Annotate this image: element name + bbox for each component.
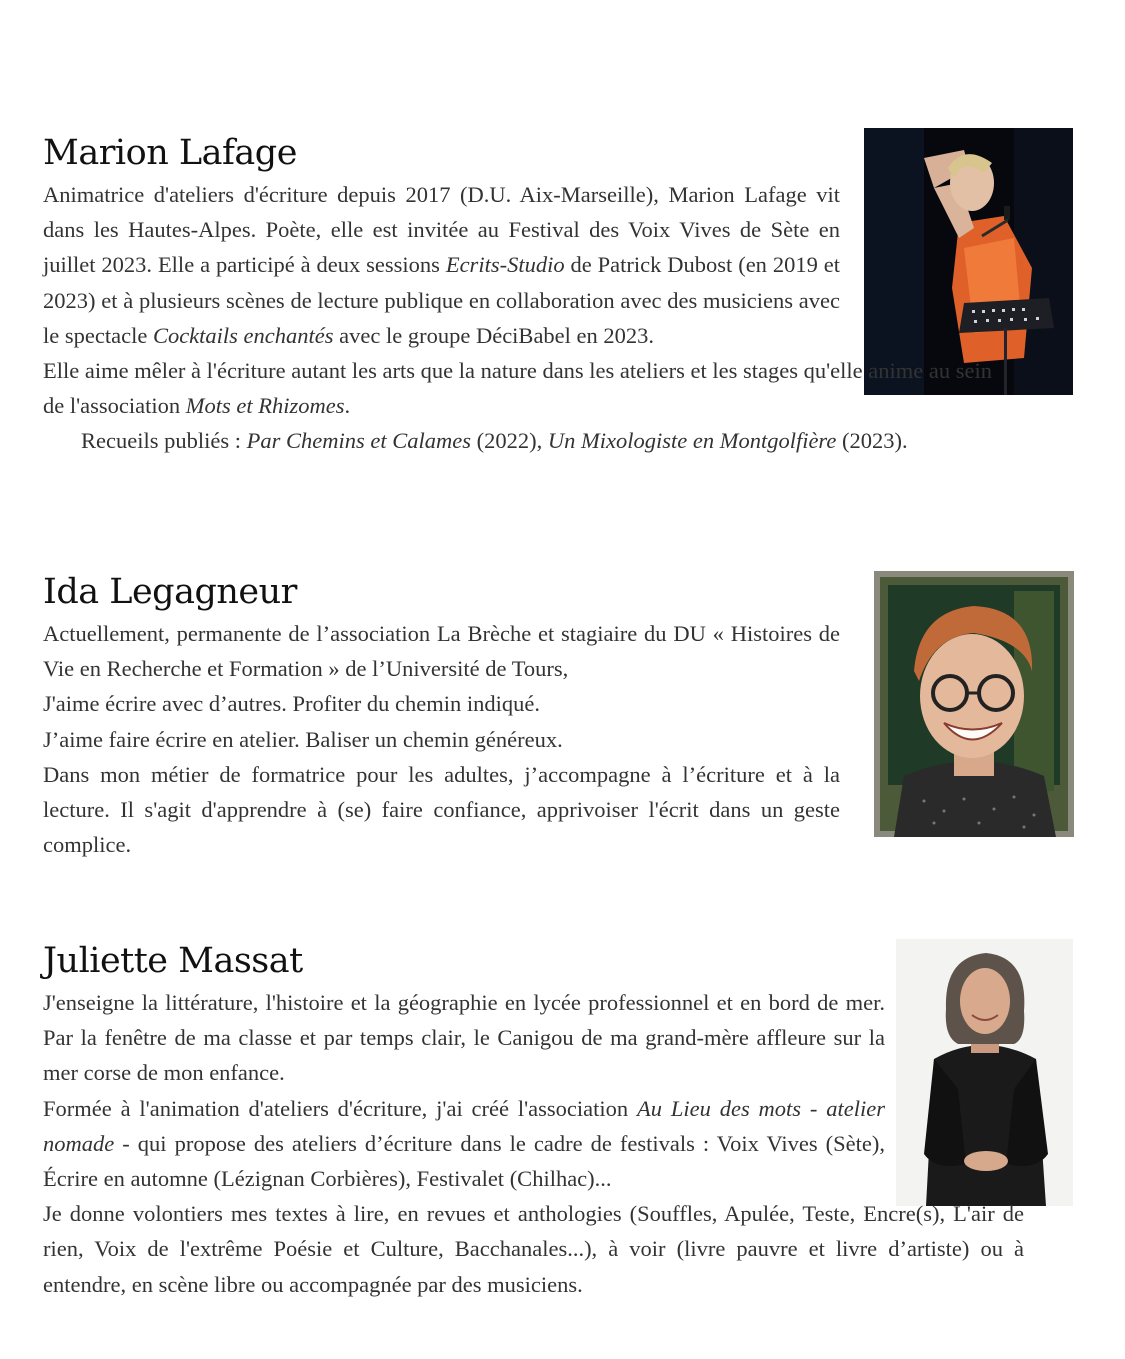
italic-text: Ecrits-Studio <box>445 252 565 278</box>
bio-ida-legagneur <box>43 570 840 862</box>
bio-name: Ida Legagneur <box>43 572 297 612</box>
text-run: de Patrick Dubost (en 2019 et 2023) et à plusieurs scènes de lecture publique en collaboration avec des musiciens avec le spectacle <box>43 252 840 348</box>
italic-text: Par Chemins et Calames <box>246 428 471 454</box>
text-run: - qui propose des ateliers d’écriture dans le cadre de festivals : Voix Vives (Sète), Écrire en automne (Lézignan Corbières), Festivalet (Chilhac)... <box>43 1130 885 1192</box>
italic-text: Cocktails enchantés <box>152 322 334 348</box>
bio-name: Marion Lafage <box>43 133 297 173</box>
published-works <box>43 423 1018 458</box>
bio-paragraph: J'enseigne la littérature, l'histoire et la géographie en lycée professionnel et en bord de mer. Par la fenêtre de ma classe et par temps clair, le Canigou de ma grand-mère affleure sur la mer corse de mon enfance. <box>43 990 885 1086</box>
portrait-image <box>874 571 1074 837</box>
italic-text: Au Lieu des mots - atelier nomade <box>43 1095 885 1156</box>
ida-legagneur-photo <box>874 571 1074 837</box>
italic-text: Un Mixologiste en Montgolfière <box>547 428 837 454</box>
bio-paragraph <box>43 353 1018 423</box>
bio-line: J'aime écrire avec d’autres. Profiter du chemin indiqué. <box>43 691 540 717</box>
bio-line: J’aime faire écrire en atelier. Baliser un chemin généreux. <box>43 726 563 752</box>
text-run: Elle aime mêler à l'écriture autant les arts que la nature dans les ateliers et les stages qu'elle anime au sein de l'association <box>43 358 992 419</box>
bio-name: Juliette Massat <box>43 941 303 981</box>
bio-line: Actuellement, permanente de l’association La Brèche et stagiaire du DU « Histoires de Vie en Recherche et Formation » de l’Université de Tours, <box>43 621 840 682</box>
text-run: Animatrice d'ateliers d'écriture depuis 2017 (D.U. Aix-Marseille), Marion Lafage vit dans les Hautes-Alpes. Poète, elle est invitée au Festival des Voix Vives de Sète en juillet 2023. Elle a participé à deux sessions <box>43 182 840 278</box>
text-run: Formée à l'animation d'ateliers d'écriture, j'ai créé l'association <box>43 1095 637 1121</box>
bio-paragraph: Je donne volontiers mes textes à lire, en revues et anthologies (Souffles, Apulée, Teste, Encre(s), L'air de rien, Voix de l'extrême Poésie et Culture, Bacchanales...), à voir (livre pauvre et livre d’artiste) ou à entendre, en scène libre ou accompagnée par des musiciens. <box>43 1201 1024 1297</box>
text-run: Recueils publiés : <box>81 428 247 454</box>
text-run: (2023). <box>836 428 908 454</box>
text-run: . <box>344 393 351 419</box>
bio-paragraph <box>43 177 840 353</box>
bio-juliette-massat <box>43 939 1024 1302</box>
text-run: (2022), <box>470 428 548 454</box>
bio-paragraph <box>43 1091 885 1197</box>
bio-marion-lafage <box>43 131 1018 459</box>
italic-text: Mots et Rhizomes <box>185 393 345 419</box>
text-run: avec le groupe DéciBabel en 2023. <box>333 322 655 348</box>
bio-line: Dans mon métier de formatrice pour les adultes, j’accompagne à l’écriture et à la lecture. Il s'agit d'apprendre à (se) faire confiance, apprivoiser l'écrit dans un geste complice. <box>43 761 840 858</box>
